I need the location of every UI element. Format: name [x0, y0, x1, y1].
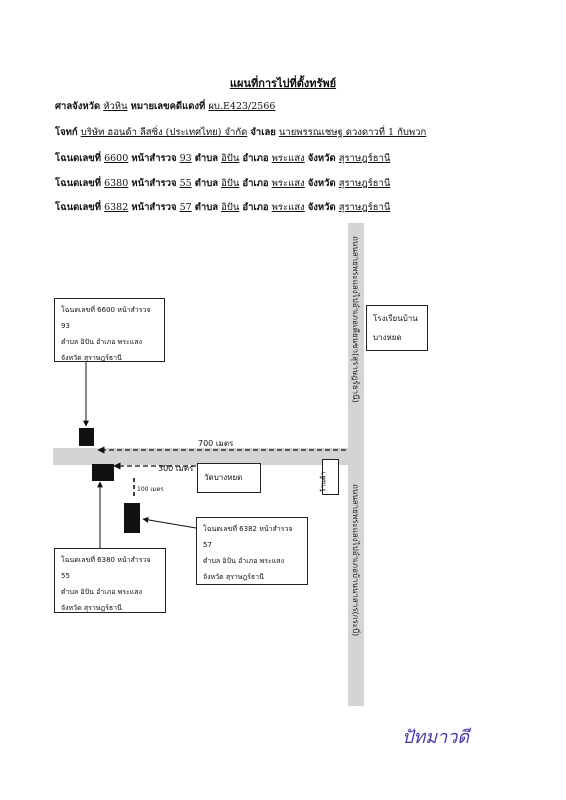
- temple-box: วัดบางหยด: [197, 463, 261, 493]
- deed-box-6600: โฉนดเลขที่ 6600 หน้าสำรวจ 93 ตำบล อิปัน อำเภอ พระแสง จังหวัด สุราษฎร์ธานี: [54, 298, 165, 362]
- road-south-label: ถนนสายพระแสงไปอำเภอบ้านนาสาร(กระบี่): [351, 484, 360, 637]
- distance-300-label: 300 เมตร: [158, 464, 194, 473]
- plot-6600: [79, 428, 94, 446]
- distance-100-label: 100 เมตร: [137, 486, 164, 493]
- deed-line-2: โฉนดเลขที่ 6380 หน้าสำรวจ 55 ตำบล อิปัน อำเภอ พระแสง จังหวัด สุราษฎร์ธานี: [55, 178, 391, 189]
- plot-6380: [92, 464, 114, 481]
- school-box: โรงเรียนบ้าน บางหยด: [366, 305, 428, 351]
- court-line: ศาลจังหวัด หัวหิน หมายเลขคดีแดงที่ ผบ.E423/2566: [55, 101, 276, 112]
- parties-line: โจทก์ บริษัท ฮอนด้า ลีสซิ่ง (ประเทศไทย) จำกัด จำเลย นายพรรณเชษฐ ดวงดาวที่ 1 กับพวก: [55, 127, 427, 138]
- deed-line-1: โฉนดเลขที่ 6600 หน้าสำรวจ 93 ตำบล อิปัน อำเภอ พระแสง จังหวัด สุราษฎร์ธานี: [55, 153, 391, 164]
- deed-line-3: โฉนดเลขที่ 6382 หน้าสำรวจ 57 ตำบล อิปัน อำเภอ พระแสง จังหวัด สุราษฎร์ธานี: [55, 202, 391, 213]
- shop-box: ร้านค้า: [322, 459, 339, 495]
- plot-6382: [124, 503, 140, 533]
- page-title: แผนที่การไปที่ตั้งทรัพย์: [229, 77, 337, 90]
- deed-box-6380: โฉนดเลขที่ 6380 หน้าสำรวจ 55 ตำบล อิปัน อำเภอ พระแสง จังหวัด สุราษฎร์ธานี: [54, 548, 166, 613]
- deed-box-6382: โฉนดเลขที่ 6382 หน้าสำรวจ 57 ตำบล อิปัน อำเภอ พระแสง จังหวัด สุราษฎร์ธานี: [196, 517, 308, 585]
- signature: ปัทมาวดี: [402, 727, 470, 748]
- distance-700-label: 700 เมตร: [198, 439, 234, 448]
- road-north-label: ถนนสายพระแสงไปอำเภอเคียนซา(สุราษฎร์ธานี): [351, 236, 360, 403]
